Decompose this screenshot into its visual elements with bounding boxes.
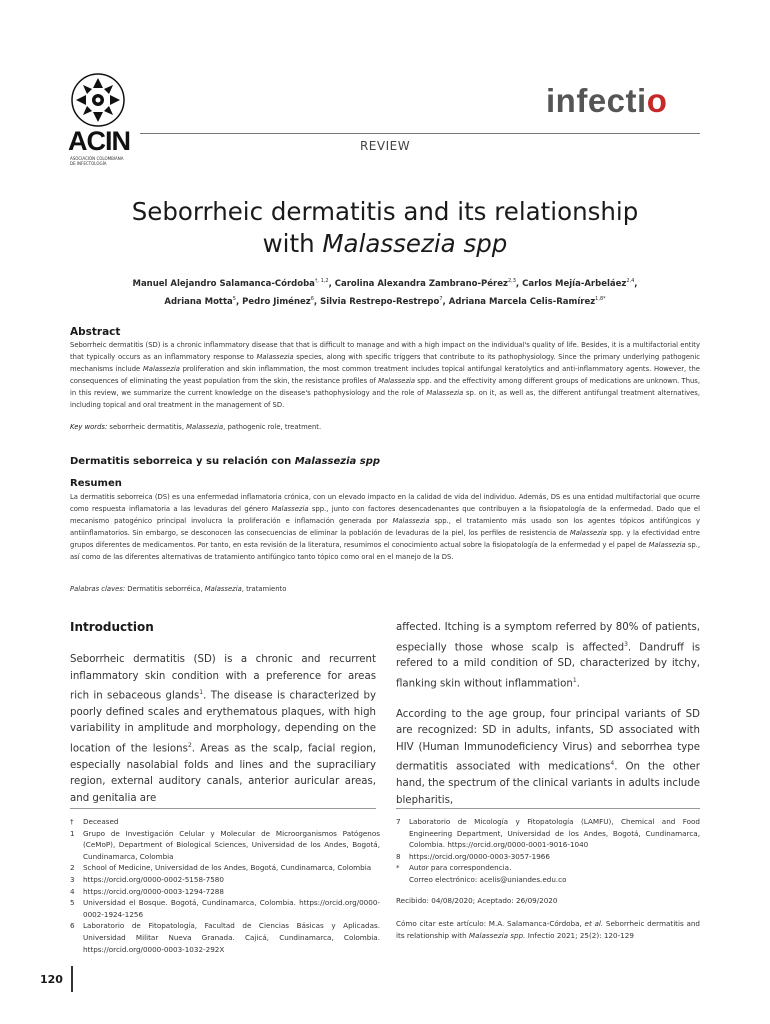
palabras-claves: Palabras claves: Dermatitis seborréica, Malassezia, tratamiento: [70, 585, 287, 593]
author-list: [70, 274, 700, 310]
acin-subtitle: ASOCIACIÓN COLOMBIANA DE INFECTOLOGÍA: [70, 156, 124, 166]
footnote: 1 Grupo de Investigación Celular y Molecular de Microorganismos Patógenos (CeMoP), Department of Biological Sciences, Universidad de los Andes, Bogotá, Cundinamarca, Colombia: [70, 828, 380, 861]
page-number: 120: [40, 973, 63, 986]
footnotes-left: [70, 816, 380, 955]
header-divider: [140, 133, 700, 134]
acin-logo: [66, 72, 130, 170]
acin-logo-text: ACIN: [68, 126, 130, 156]
author: Carlos Mejía-Arbeláez$^{2,4}$,: [522, 278, 638, 289]
citation: Cómo citar este artículo: M.A. Salamanca-Córdoba, et al. Seborrheic dermatitis and its relationship with Malassezia spp. Infectio 2021; 25(2): 120-129: [396, 919, 700, 940]
article-title: [70, 196, 700, 260]
footnote-divider-left: [70, 808, 376, 809]
author: Silvia Restrepo-Restrepo$^7$,: [320, 295, 449, 307]
spanish-title: Dermatitis seborreica y su relación con Malassezia spp: [70, 456, 381, 467]
journal-logo-main: infecti: [546, 82, 647, 119]
keywords: Key words: seborrheic dermatitis, Malassezia, pathogenic role, treatment.: [70, 423, 322, 431]
author: Manuel Alejandro Salamanca-Córdoba$^{\dagger, 1,2}$,: [132, 278, 335, 289]
footnote: 4 https://orcid.org/0000-0003-1294-7288: [70, 886, 224, 896]
footnote: 3 https://orcid.org/0000-0002-5158-7580: [70, 874, 224, 884]
resumen-heading: Resumen: [70, 478, 122, 489]
author: Adriana Marcela Celis-Ramírez$^{1,8*}$: [448, 295, 606, 307]
footnote-divider-right: [396, 808, 700, 809]
introduction-right-column: [396, 620, 700, 823]
paragraph: According to the age group, four principal variants of SD are recognized: SD in adults, infants, SD associated with HIV (Human Immunodeficiency Virus) and seborrhea type dermatitis associated with medications$^4$. On the other hand, the spectrum of the clinical variants in adults include blepharitis,: [396, 708, 700, 806]
footnote: † Deceased: [70, 817, 119, 826]
author: Pedro Jiménez$^6$,: [242, 295, 321, 307]
footnote: 2 School of Medicine, Universidad de los Andes, Bogotá, Cundinamarca, Colombia: [70, 863, 372, 873]
acin-emblem-icon: [70, 72, 126, 128]
received-accepted-dates: Recibido: 04/08/2020; Aceptado: 26/09/2020: [396, 896, 558, 905]
journal-logo-end: o: [646, 82, 668, 119]
abstract-text: Seborrheic dermatitis (SD) is a chronic inflammatory disease that that is difficult to manage and with a high impact on the individual's quality of life. Besides, it is a multifactorial entity that typically occurs as an inflammatory response to Malassezia species, along with specific triggers that contribute to its pathophysiology. Since the primary underlying pathogenic mechanisms include Malassezia proliferation and skin inflammation, the most common treatment includes topical antifungal keratolytics and anti-inflammatory agents. However, the consequences of eliminating the yeast population from the skin, the resistance profiles of Malassezia spp. and the effectivity among different groups of medications are unknown. Thus, in this review, we summarize the current knowledge on the disease's pathophysiology and the role of Malassezia sp. on it, as well as, the different antifungal treatment alternatives, including topical and oral treatment in the management of SD.: [70, 341, 701, 409]
title-line-2-italic: Malassezia spp: [322, 229, 508, 258]
journal-logo: [546, 82, 667, 120]
resumen-text: La dermatitis seborreica (DS) es una enfermedad inflamatoria crónica, con un elevado impacto en la calidad de vida del individuo. Además, DS es una entidad multifactorial que ocurre como respuesta inflamatoria a las levaduras del género Malassezia spp., junto con factores desencadenantes que contribuyen a la fisiopatología de la enfermedad. Dado que el mecanismo patogénico principal involucra la proliferación e inflamación generada por Malassezia spp., el tratamiento más usado son los agentes tópicos antifúngicos y antiinflamatorios. Sin embargo, se desconocen las consecuencias de eliminar la población de levaduras de la piel, los perfiles de resistencia de Malassezia spp. y la efectividad entre grupos diferentes de medicamentos. Por tanto, en esta revisión de la literatura, resumimos el conocimiento actual sobre la fisiopatología de la enfermedad y el papel de Malassezia sp., así como de las diferentes alternativas de tratamiento antifúngico tanto tópico como oral en el manejo de la DS.: [70, 493, 700, 561]
introduction-heading: Introduction: [70, 620, 154, 634]
footnote: 6 Laboratorio de Fitopatología, Facultad de Ciencias Básicas y Aplicadas. Universidad Militar Nueva Granada. Cajicá, Cundinamarca, Colombia. https://orcid.org/0000-0003-1032-292X: [70, 921, 380, 954]
footnote: 5 Universidad el Bosque. Bogotá, Cundinamarca, Colombia. https://orcid.org/0000-0002-1924-1256: [70, 898, 380, 919]
title-line-1: Seborrheic dermatitis and its relationship: [131, 197, 639, 226]
abstract-heading: Abstract: [70, 326, 121, 338]
author: Carolina Alexandra Zambrano-Pérez$^{2,3}$,: [334, 278, 523, 289]
footnote: Correo electrónico: acelis@uniandes.edu.co: [409, 874, 567, 884]
title-line-2: [70, 228, 700, 260]
footnote: * Autor para correspondencia.: [396, 863, 512, 873]
footnote: 8 https://orcid.org/0000-0003-3057-1966: [396, 851, 550, 861]
section-label: REVIEW: [359, 139, 411, 153]
author: Adriana Motta$^5$,: [164, 295, 243, 307]
page-number-bar: [71, 966, 73, 992]
footnotes-right: [396, 816, 700, 886]
footnote: 7 Laboratorio de Micología y Fitopatología (LAMFU), Chemical and Food Engineering Department, Universidad de los Andes, Bogotá, Cundinamarca, Colombia. https://orcid.org/0000-0001-9016-1040: [396, 817, 700, 850]
title-line-2-prefix: with: [262, 229, 323, 258]
paragraph: affected. Itching is a symptom referred by 80% of patients, especially those whose scalp is affected$^3$. Dandruff is refered to a mild condition of SD, characterized by itchy, flanking skin without inflammation$^1$.: [396, 622, 700, 690]
introduction-left-column: Seborrheic dermatitis (SD) is a chronic and recurrent inflammatory skin condition with a preference for areas rich in sebaceous glands$^1$. The disease is characterized by poorly defined scales and erythematous plaques, with high variability in amplitude and morphology, depending on the location of the lesions$^2$. Areas as the scalp, facial region, especially nasolabial folds and lines and the supraciliary region, external auditory canals, anterior auricular areas, and genitalia are: [70, 654, 376, 804]
